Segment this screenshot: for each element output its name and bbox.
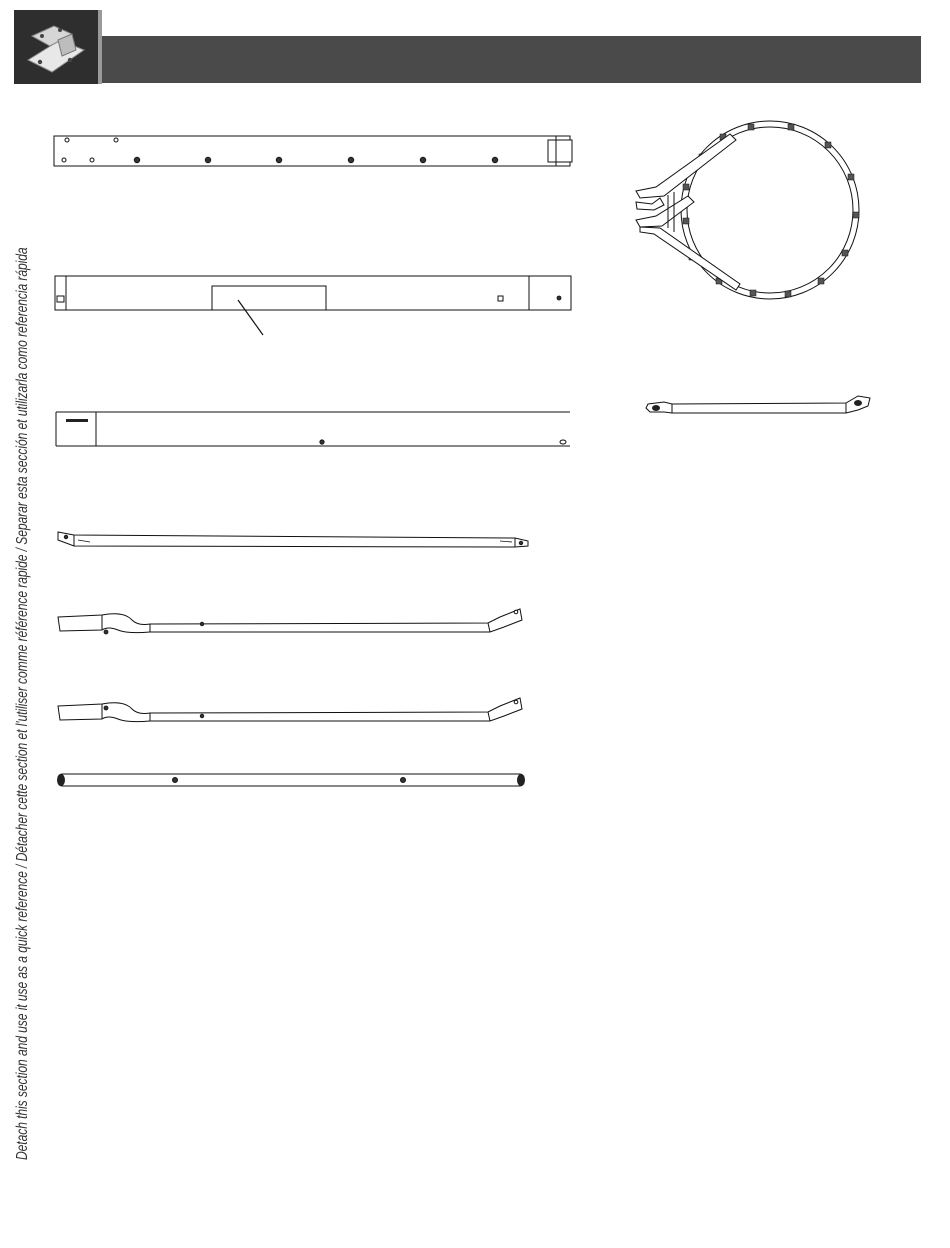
round-tube (57, 774, 525, 786)
straight-brace (58, 532, 528, 547)
short-brace (646, 396, 870, 413)
pole-section-middle (55, 276, 571, 335)
pole-section-top (54, 136, 572, 166)
side-note: Detach this section and use it use as a quick reference / Détacher cette section et l'utiliser comme référence rapide / Separar esta sección et utilizarla como referencia rápida (14, 247, 31, 1160)
rim (636, 121, 859, 299)
pole-section-bottom (56, 412, 570, 446)
curved-arm-2 (58, 698, 522, 722)
curved-arm-1 (58, 609, 522, 634)
